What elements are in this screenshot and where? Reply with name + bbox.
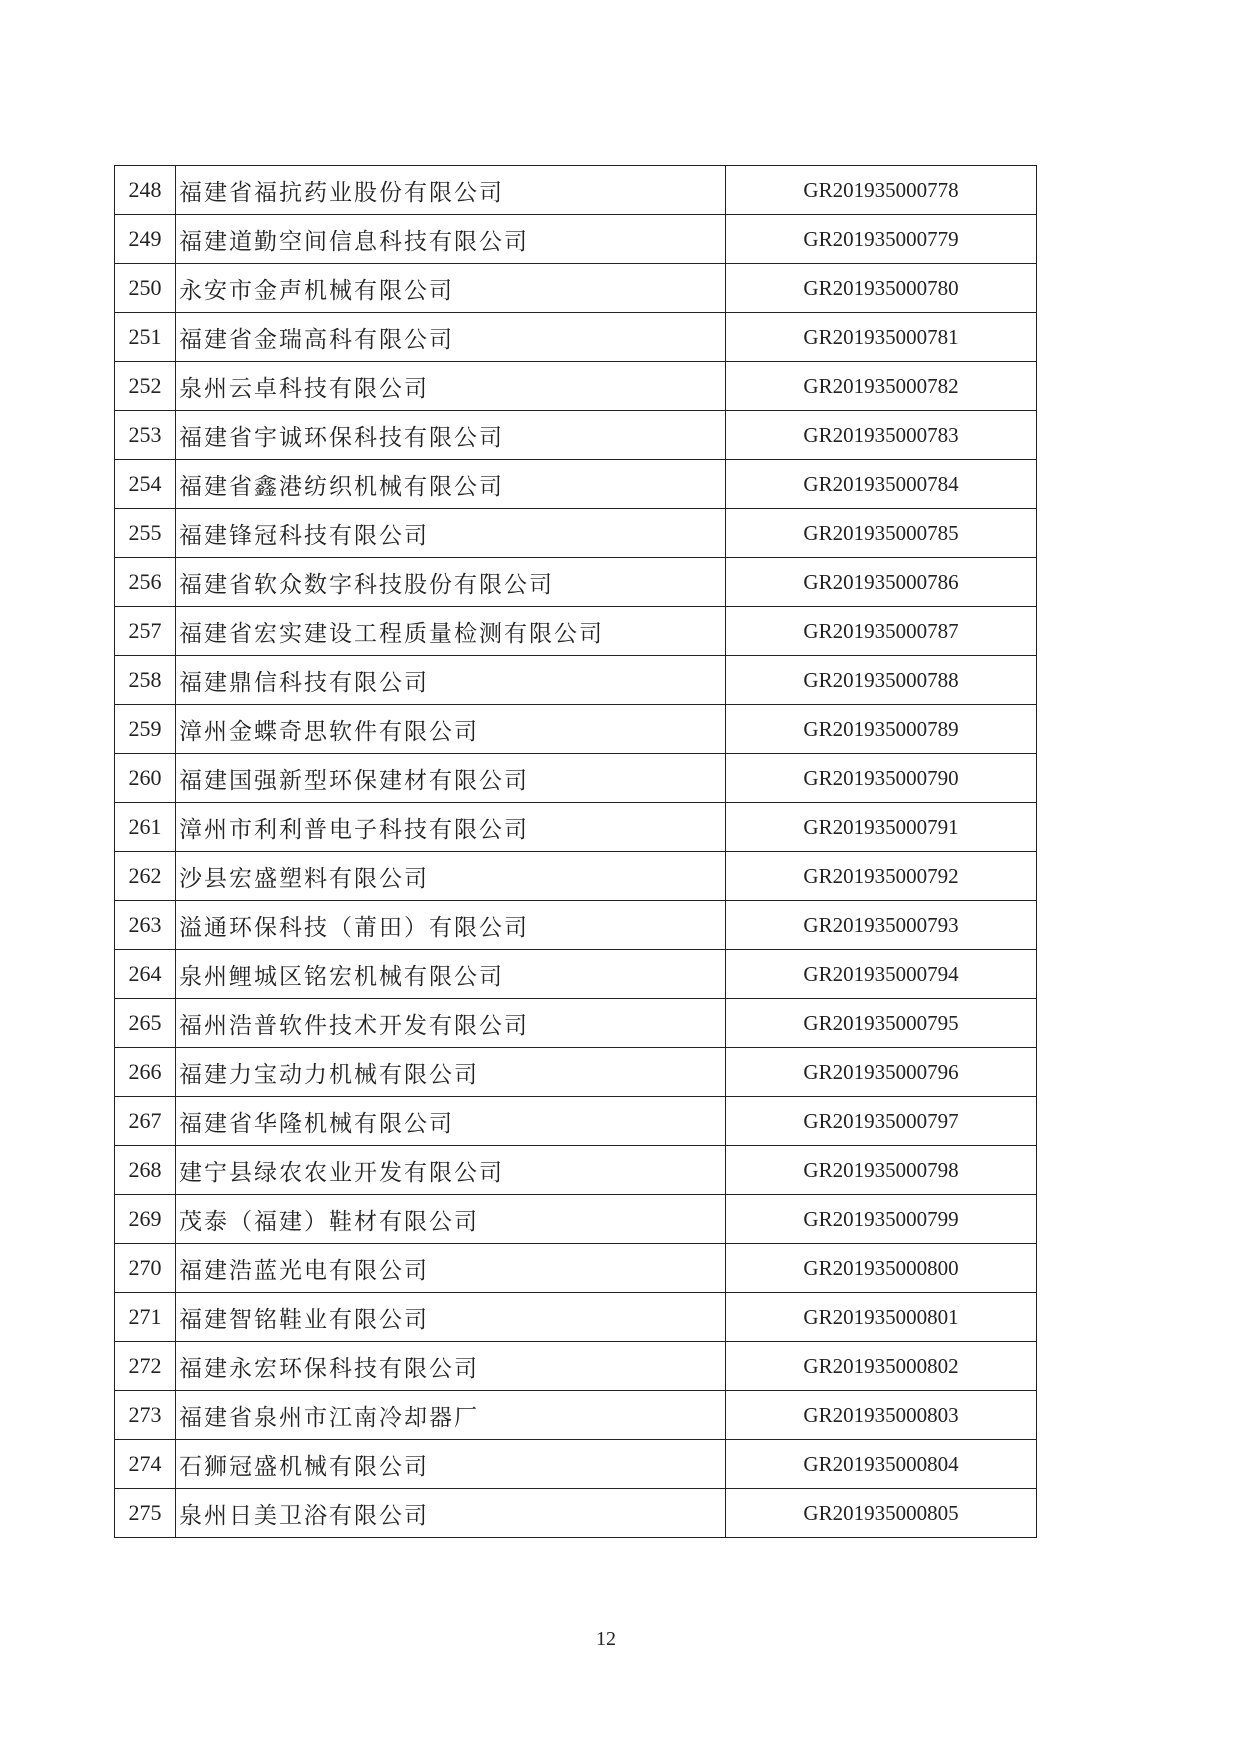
row-number: 271 [115, 1293, 176, 1342]
certificate-code: GR201935000778 [726, 166, 1037, 215]
company-name: 福建鼎信科技有限公司 [176, 656, 726, 705]
certificate-code: GR201935000784 [726, 460, 1037, 509]
table-row [115, 460, 1037, 509]
company-name: 福建省软众数字科技股份有限公司 [176, 558, 726, 607]
table-row [115, 901, 1037, 950]
row-number: 267 [115, 1097, 176, 1146]
company-name: 福建锋冠科技有限公司 [176, 509, 726, 558]
company-name: 福建国强新型环保建材有限公司 [176, 754, 726, 803]
company-name: 建宁县绿农农业开发有限公司 [176, 1146, 726, 1195]
company-name: 永安市金声机械有限公司 [176, 264, 726, 313]
certificate-code: GR201935000779 [726, 215, 1037, 264]
certificate-code: GR201935000788 [726, 656, 1037, 705]
certificate-code: GR201935000801 [726, 1293, 1037, 1342]
page-number: 12 [596, 1628, 616, 1650]
company-name: 福建永宏环保科技有限公司 [176, 1342, 726, 1391]
table-row [115, 313, 1037, 362]
company-name: 福建省鑫港纺织机械有限公司 [176, 460, 726, 509]
row-number: 258 [115, 656, 176, 705]
certificate-code: GR201935000786 [726, 558, 1037, 607]
row-number: 262 [115, 852, 176, 901]
row-number: 263 [115, 901, 176, 950]
row-number: 273 [115, 1391, 176, 1440]
table-row [115, 656, 1037, 705]
certificate-code: GR201935000804 [726, 1440, 1037, 1489]
certificate-code: GR201935000795 [726, 999, 1037, 1048]
certificate-code: GR201935000780 [726, 264, 1037, 313]
table-row [115, 1048, 1037, 1097]
row-number: 248 [115, 166, 176, 215]
company-name: 漳州市利利普电子科技有限公司 [176, 803, 726, 852]
row-number: 268 [115, 1146, 176, 1195]
row-number: 250 [115, 264, 176, 313]
table-row [115, 1097, 1037, 1146]
row-number: 270 [115, 1244, 176, 1293]
table-row [115, 215, 1037, 264]
table-row [115, 1440, 1037, 1489]
certificate-code: GR201935000785 [726, 509, 1037, 558]
row-number: 251 [115, 313, 176, 362]
table-row [115, 1391, 1037, 1440]
table-row [115, 1195, 1037, 1244]
table-row [115, 166, 1037, 215]
row-number: 260 [115, 754, 176, 803]
row-number: 259 [115, 705, 176, 754]
row-number: 272 [115, 1342, 176, 1391]
table-row [115, 852, 1037, 901]
row-number: 255 [115, 509, 176, 558]
certificate-code: GR201935000798 [726, 1146, 1037, 1195]
row-number: 257 [115, 607, 176, 656]
table-row [115, 264, 1037, 313]
row-number: 252 [115, 362, 176, 411]
row-number: 261 [115, 803, 176, 852]
company-name: 福建力宝动力机械有限公司 [176, 1048, 726, 1097]
company-name: 福建道勤空间信息科技有限公司 [176, 215, 726, 264]
company-name: 茂泰（福建）鞋材有限公司 [176, 1195, 726, 1244]
company-name: 福建省泉州市江南冷却器厂 [176, 1391, 726, 1440]
table-row [115, 509, 1037, 558]
company-name: 泉州云卓科技有限公司 [176, 362, 726, 411]
company-name: 漳州金蝶奇思软件有限公司 [176, 705, 726, 754]
company-name: 石狮冠盛机械有限公司 [176, 1440, 726, 1489]
row-number: 249 [115, 215, 176, 264]
certificate-code: GR201935000792 [726, 852, 1037, 901]
table-row [115, 362, 1037, 411]
company-name: 福建省金瑞高科有限公司 [176, 313, 726, 362]
table-row [115, 999, 1037, 1048]
table-row [115, 558, 1037, 607]
row-number: 253 [115, 411, 176, 460]
certificate-code: GR201935000790 [726, 754, 1037, 803]
company-table [114, 165, 1037, 1538]
row-number: 269 [115, 1195, 176, 1244]
table-row [115, 803, 1037, 852]
company-name: 泉州日美卫浴有限公司 [176, 1489, 726, 1538]
certificate-code: GR201935000794 [726, 950, 1037, 999]
row-number: 264 [115, 950, 176, 999]
table-row [115, 607, 1037, 656]
table-row [115, 1146, 1037, 1195]
certificate-code: GR201935000799 [726, 1195, 1037, 1244]
certificate-code: GR201935000783 [726, 411, 1037, 460]
certificate-code: GR201935000805 [726, 1489, 1037, 1538]
table-row [115, 411, 1037, 460]
company-name: 福建省华隆机械有限公司 [176, 1097, 726, 1146]
table-row [115, 705, 1037, 754]
row-number: 266 [115, 1048, 176, 1097]
row-number: 265 [115, 999, 176, 1048]
certificate-code: GR201935000787 [726, 607, 1037, 656]
row-number: 274 [115, 1440, 176, 1489]
company-name: 沙县宏盛塑料有限公司 [176, 852, 726, 901]
company-name: 福建省宇诚环保科技有限公司 [176, 411, 726, 460]
row-number: 254 [115, 460, 176, 509]
certificate-code: GR201935000797 [726, 1097, 1037, 1146]
company-name: 泉州鲤城区铭宏机械有限公司 [176, 950, 726, 999]
company-name: 福州浩普软件技术开发有限公司 [176, 999, 726, 1048]
certificate-code: GR201935000793 [726, 901, 1037, 950]
certificate-code: GR201935000800 [726, 1244, 1037, 1293]
table-row [115, 1293, 1037, 1342]
table-row [115, 1342, 1037, 1391]
table-row [115, 754, 1037, 803]
table-row [115, 950, 1037, 999]
certificate-code: GR201935000791 [726, 803, 1037, 852]
company-name: 福建智铭鞋业有限公司 [176, 1293, 726, 1342]
company-name: 福建省福抗药业股份有限公司 [176, 166, 726, 215]
table-row [115, 1489, 1037, 1538]
company-name: 福建浩蓝光电有限公司 [176, 1244, 726, 1293]
row-number: 256 [115, 558, 176, 607]
certificate-code: GR201935000796 [726, 1048, 1037, 1097]
table-row [115, 1244, 1037, 1293]
company-name: 福建省宏实建设工程质量检测有限公司 [176, 607, 726, 656]
certificate-code: GR201935000782 [726, 362, 1037, 411]
certificate-code: GR201935000802 [726, 1342, 1037, 1391]
certificate-code: GR201935000803 [726, 1391, 1037, 1440]
certificate-code: GR201935000789 [726, 705, 1037, 754]
company-name: 溢通环保科技（莆田）有限公司 [176, 901, 726, 950]
row-number: 275 [115, 1489, 176, 1538]
certificate-code: GR201935000781 [726, 313, 1037, 362]
